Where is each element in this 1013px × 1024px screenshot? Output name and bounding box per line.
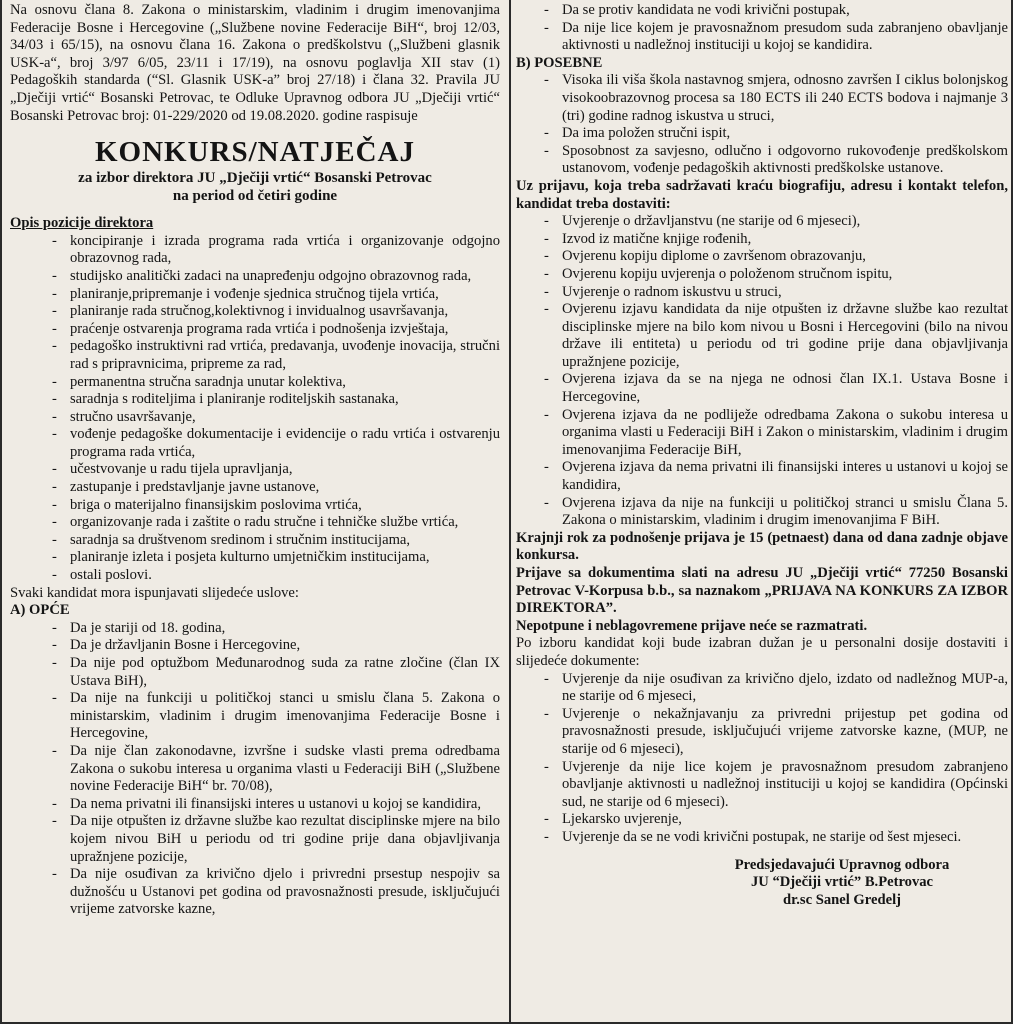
incomplete-notice: Nepotpune i neblagovremene prijave neće se razmatrati. [516, 617, 868, 634]
right-column [516, 2, 1008, 909]
list-item: - Ljekarsko uvjerenje, [516, 811, 1008, 829]
list-item: - Da nije osuđivan za krivično djelo i privredni prsestup nespojiv sa dužnošću u Ustanovi pet godina od pravosnažnosti presude, isključujući vrijeme zatvorske kazne, [10, 866, 500, 919]
list-item: - Da nije na funkciji u političkoj stanci u smislu člana 5. Zakona o ministarskim, vladinim i drugim imenovanjima Federacije Bosne i Hercegovine, [10, 690, 500, 743]
intro-paragraph: Na osnovu člana 8. Zakona o ministarskim, vladinim i drugim imenovanjima Federacije Bosne i Hercegovine („Službene novine Federacije BiH“, broj 12/03, 34/03 i 65/15), na osnovu člana 16. Zakona o predškolstvu („Službeni glasnik USK-a“, broj 3/97 6/05, 23/11 i 17/19), na osnovu poglavlja XII stav (1) Pedagoških standarda (“Sl. Glasnik USK-a” broj 27/18) i člana 32. Pravila JU „Dječiji vrtić“ Bosanski Petrovac, te Odluke Upravnog odbora JU „Dječiji vrtić“ Bosanski Petrovac broj: 01-229/2020 od 19.08.2020. godine raspisuje [10, 2, 500, 124]
general-conditions-list [10, 620, 500, 919]
documents-list [516, 213, 1008, 530]
list-item: - Ovjerena izjava da se na njega ne odnosi član IX.1. Ustava Bosne i Hercegovine, [516, 371, 1008, 406]
list-item: - saradnja sa društvenom sredinom i stručnim institucijama, [10, 532, 500, 550]
list-item: - pedagoško instruktivni rad vrtića, predavanja, uvođenje inovacija, stručni rad s pripravnicima, pripreme za rad, [10, 338, 500, 373]
list-item: - Uvjerenje o državljanstvu (ne starije od 6 mjeseci), [516, 213, 1008, 231]
list-item: - Ovjerena izjava da ne podliježe odredbama Zakona o sukobu interesa u organima vlasti u Federaciji BiH i Zakon o ministarskim, vladinim i drugim imenovanjima Federacije BiH, [516, 407, 1008, 460]
list-item: - planiranje,pripremanje i vođenje sjednica stručnog tijela vrtića, [10, 286, 500, 304]
list-item: - vođenje pedagoške dokumentacije i evidencije o radu vrtića i ostvarenju programa rada vrtića, [10, 426, 500, 461]
list-item: - Da je stariji od 18. godina, [10, 620, 500, 638]
column-divider [509, 0, 511, 1022]
list-item: - učestvovanje u radu tijela upravljanja, [10, 461, 500, 479]
address-text: Prijave sa dokumentima slati na adresu JU „Dječiji vrtić“ 77250 Bosanski Petrovac V-Korpusa b.b., sa naznakom „PRIJAVA NA KONKURS ZA IZBOR DIREKTORA”. [516, 565, 1008, 617]
list-item: - Da nije otpušten iz državne službe kao rezultat disciplinske mjere na bilo kojem nivou BiH u periodu od tri godine prije dana objavljivanja upražnjene pozicije, [10, 813, 500, 866]
list-item: - Sposobnost za savjesno, odlučno i odgovorno rukovođenje predškolskom ustanovom, vođenje pedagoških aktivnosti predškolske ustanove. [516, 143, 1008, 178]
special-heading: B) POSEBNE [516, 54, 603, 71]
list-item: - Izvod iz matične knjige rođenih, [516, 231, 1008, 249]
list-item: - Da nije lice kojem je pravosnažnom presudom suda zabranjeno obavljanje aktivnosti u nadležnoj instituciji u kojoj se kandidira. [516, 20, 1008, 55]
document-title: KONKURS/NATJEČAJ [95, 136, 415, 169]
list-item: - permanentna stručna saradnja unutar kolektiva, [10, 374, 500, 392]
signature-block [516, 857, 1008, 910]
duties-list [10, 233, 500, 585]
list-item: - Da nije pod optužbom Međunarodnog suda za ratne zločine (član IX Ustava BiH), [10, 655, 500, 690]
list-item: - koncipiranje i izrada programa rada vrtića i organizovanje odgojno obrazovnog rada, [10, 233, 500, 268]
special-conditions-list [516, 72, 1008, 178]
list-item: - Uvjerenje o radnom iskustvu u struci, [516, 284, 1008, 302]
list-item: - Visoka ili viša škola nastavnog smjera, odnosno završen I ciklus bolonjskog visokoobrazovnog procesa sa 180 ECTS ili 240 ECTS bodova i najmanje 3 (tri) godine radnog iskustva u struci, [516, 72, 1008, 125]
signature-line-3: dr.sc Sanel Gredelj [783, 891, 901, 908]
list-item: - Da je državljanin Bosne i Hercegovine, [10, 637, 500, 655]
list-item: - Uvjerenje da nije lice kojem je pravosnažnom presudom zabranjeno obavljanje aktivnosti u nadležnoj instituciji u kojoj se kandidira (Općinski sud, ne starije od 6 mjeseci). [516, 759, 1008, 812]
selected-intro: Po izboru kandidat koji bude izabran dužan je u personalni dosije dostaviti i slijedeće dokumente: [516, 635, 1008, 669]
subtitle-line-1: za izbor direktora JU „Dječiji vrtić“ Bosanski Petrovac [78, 170, 432, 187]
list-item: - praćenje ostvarenja programa rada vrtića i podnošenja izvještaja, [10, 321, 500, 339]
list-item: - organizovanje rada i zaštite o radu stručne i tehničke službe vrtića, [10, 514, 500, 532]
subtitle-line-2: na period od četiri godine [172, 188, 338, 205]
conditions-intro: Svaki kandidat mora ispunjavati slijedeće uslove: [10, 584, 299, 601]
list-item: - Da nema privatni ili finansijski interes u ustanovi u kojoj se kandidira, [10, 796, 500, 814]
list-item: - zastupanje i predstavljanje javne ustanove, [10, 479, 500, 497]
list-item: - Ovjerenu izjavu kandidata da nije otpušten iz državne službe kao rezultat disciplinske mjere na bilo kom nivou u Bosni i Hercegovini (bilo na nivou države ili entiteta) u periodu od tri godine prije dana objavljivanja upražnjene pozicije, [516, 301, 1008, 371]
list-item: - Uvjerenje da nije osuđivan za krivično djelo, izdato od nadležnog MUP-a, ne starije od 6 mjeseci, [516, 671, 1008, 706]
list-item: - Ovjerena izjava da nema privatni ili finansijski interes u ustanovi u kojoj se kandidira, [516, 459, 1008, 494]
signature-line-1: Predsjedavajući Upravnog odbora [734, 856, 950, 873]
general-conditions-continued [516, 2, 1008, 55]
list-item: - Ovjerenu kopiju uvjerenja o položenom stručnom ispitu, [516, 266, 1008, 284]
list-item: - stručno usavršavanje, [10, 409, 500, 427]
list-item: - saradnja s roditeljima i planiranje roditeljskih sastanaka, [10, 391, 500, 409]
list-item: - planiranje rada stručnog,kolektivnog i invidualnog usavršavanja, [10, 303, 500, 321]
list-item: - Uvjerenje da se ne vodi krivični postupak, ne starije od šest mjeseci. [516, 829, 1008, 847]
list-item: - planiranje izleta i posjeta kulturno umjetničkim institucijama, [10, 549, 500, 567]
list-item: - Ovjerena izjava da nije na funkciji u političkoj stranci u smislu Člana 5. Zakona o ministarskim, vladinim i drugim imenovanjima F BiH. [516, 495, 1008, 530]
list-item: - studijsko analitički zadaci na unapređenju odgojno obrazovnog rada, [10, 268, 500, 286]
documents-intro: Uz prijavu, koja treba sadržavati kraću biografiju, adresu i kontakt telefon, kandidat treba dostaviti: [516, 177, 1008, 212]
left-column [10, 2, 504, 919]
list-item: - Uvjerenje o nekažnjavanju za privredni prijestup pet godina od pravosnažnosti presude, isključujući vrijeme zatvorske kazne, (MUP, ne starije od 6 mjeseci), [516, 706, 1008, 759]
list-item: - ostali poslovi. [10, 567, 500, 585]
list-item: - Da se protiv kandidata ne vodi krivični postupak, [516, 2, 1008, 20]
list-item: - Da nije član zakonodavne, izvršne i sudske vlasti prema odredbama Zakona o sukobu interesa u organima vlasti u Federaciji BiH („Službene novine Federacije BiH“ br. 70/08), [10, 743, 500, 796]
duties-heading: Opis pozicije direktora [10, 215, 154, 232]
selected-documents-list [516, 671, 1008, 847]
deadline-text: Krajnji rok za podnošenje prijava je 15 (petnaest) dana od dana zadnje objave konkursa. [516, 529, 1008, 564]
list-item: - briga o materijalno finansijskim poslovima vrtića, [10, 497, 500, 515]
general-heading: A) OPĆE [10, 602, 70, 619]
list-item: - Ovjerenu kopiju diplome o završenom obrazovanju, [516, 248, 1008, 266]
signature-line-2: JU “Dječiji vrtić” B.Petrovac [750, 874, 934, 891]
list-item: - Da ima položen stručni ispit, [516, 125, 1008, 143]
